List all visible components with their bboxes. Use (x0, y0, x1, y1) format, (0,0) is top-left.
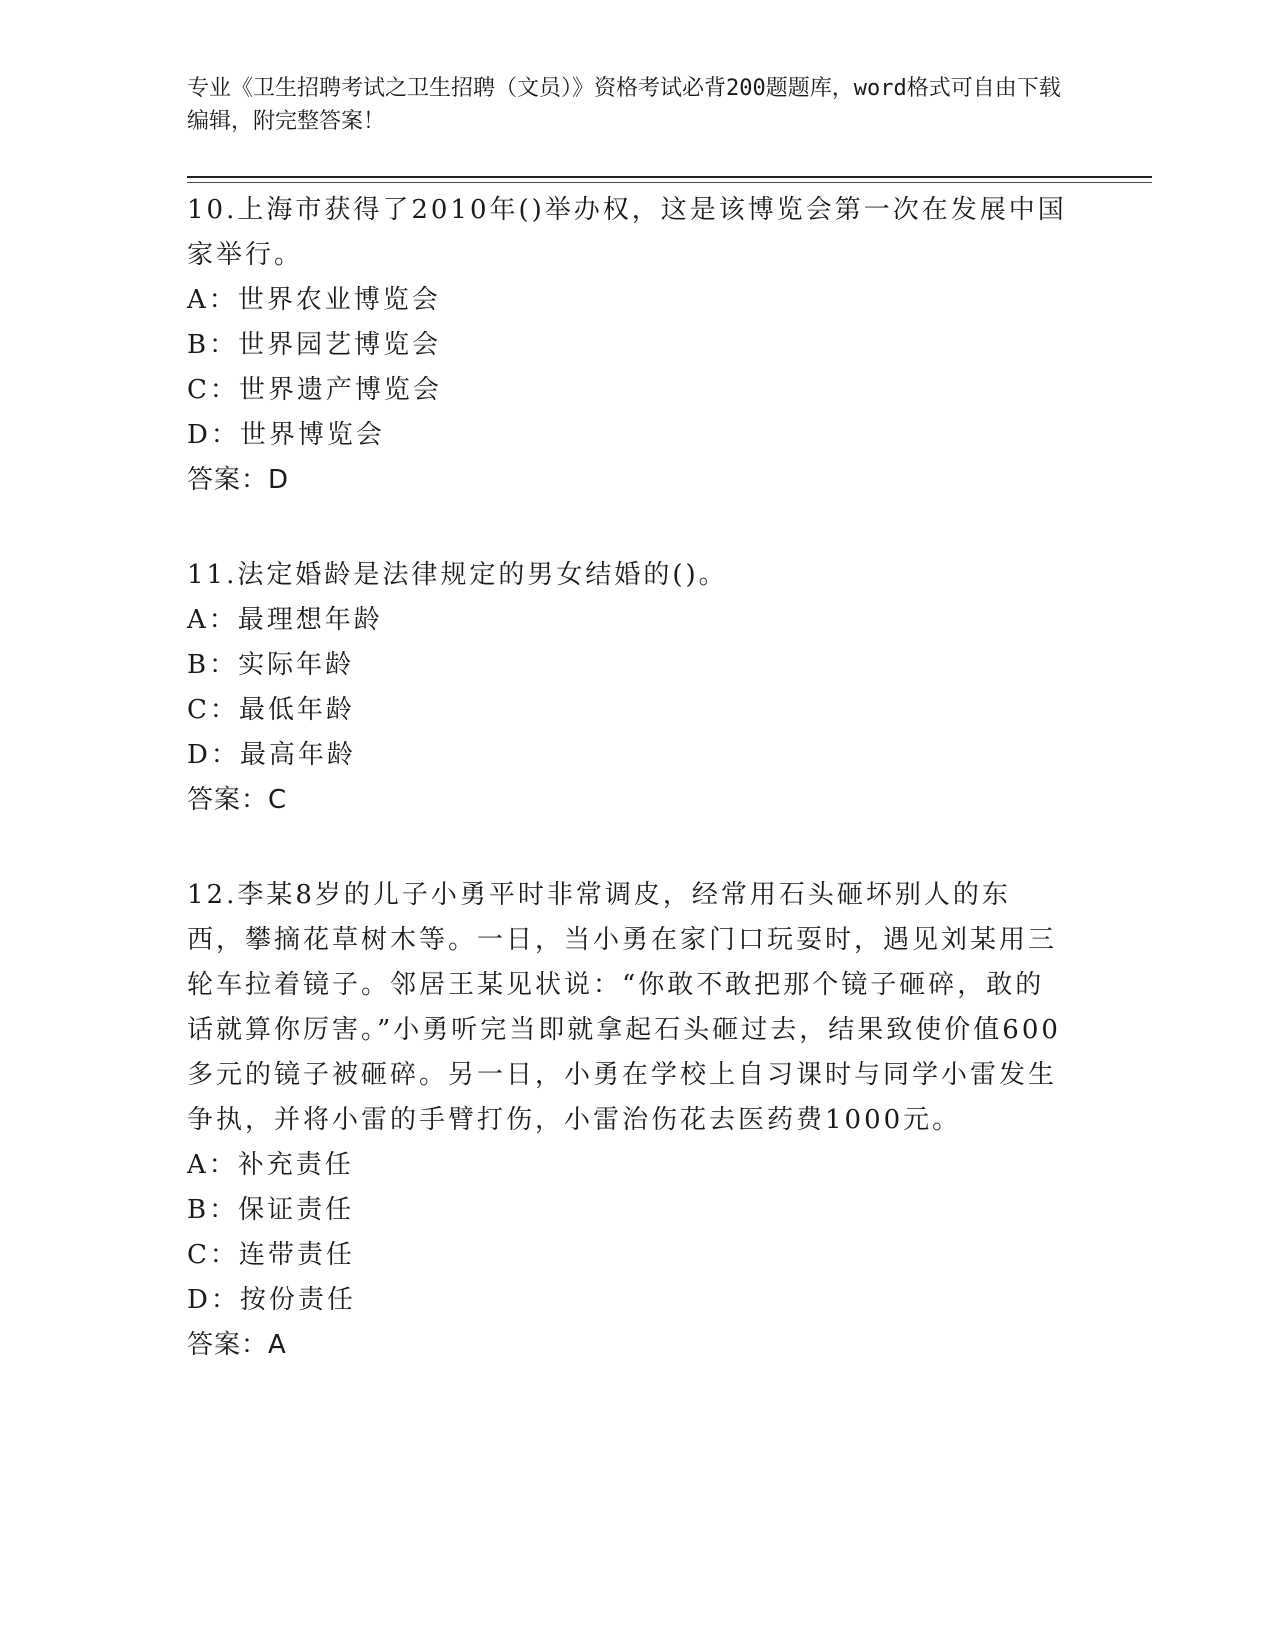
option-b: B：世界园艺博览会 (187, 330, 442, 360)
option-a: A：最理想年龄 (187, 605, 383, 635)
question-10 (187, 188, 1067, 503)
question-11 (187, 553, 1067, 823)
option-c: C：世界遗产博览会 (187, 375, 442, 405)
header-divider-thin (187, 182, 1152, 183)
question-stem: 11.法定婚龄是法律规定的男女结婚的()。 (187, 560, 728, 590)
document-intro: 专业《卫生招聘考试之卫生招聘（文员）》资格考试必背200题题库，word格式可自由下载编辑，附完整答案！ (187, 76, 1061, 134)
option-d: D：最高年龄 (187, 740, 356, 770)
option-d: D：世界博览会 (187, 420, 385, 450)
option-a: A：世界农业博览会 (187, 285, 441, 315)
option-a: A：补充责任 (187, 1150, 354, 1180)
question-stem: 10.上海市获得了2010年()举办权，这是该博览会第一次在发展中国家举行。 (187, 195, 1067, 270)
question-stem: 12.李某8岁的儿子小勇平时非常调皮，经常用石头砸坏别人的东西，攀摘花草树木等。一日，当小勇在家门口玩耍时，遇见刘某用三轮车拉着镜子。邻居王某见状说：“你敢不敢把那个镜子砸碎，敢的话就算你厉害。”小勇听完当即就拿起石头砸过去，结果致使价值600多元的镜子被砸碎。另一日，小勇在学校上自习课时与同学小雷发生争执，并将小雷的手臂打伤，小雷治伤花去医药费1000元。 (187, 880, 1061, 1135)
header-divider-thick (187, 176, 1152, 178)
option-d: D：按份责任 (187, 1285, 356, 1315)
answer-line: 答案：C (187, 785, 288, 815)
option-c: C：连带责任 (187, 1240, 355, 1270)
option-b: B：保证责任 (187, 1195, 355, 1225)
answer-line: 答案：A (187, 1330, 287, 1360)
answer-line: 答案：D (187, 465, 290, 495)
question-12 (187, 873, 1067, 1368)
option-c: C：最低年龄 (187, 695, 355, 725)
option-b: B：实际年龄 (187, 650, 355, 680)
